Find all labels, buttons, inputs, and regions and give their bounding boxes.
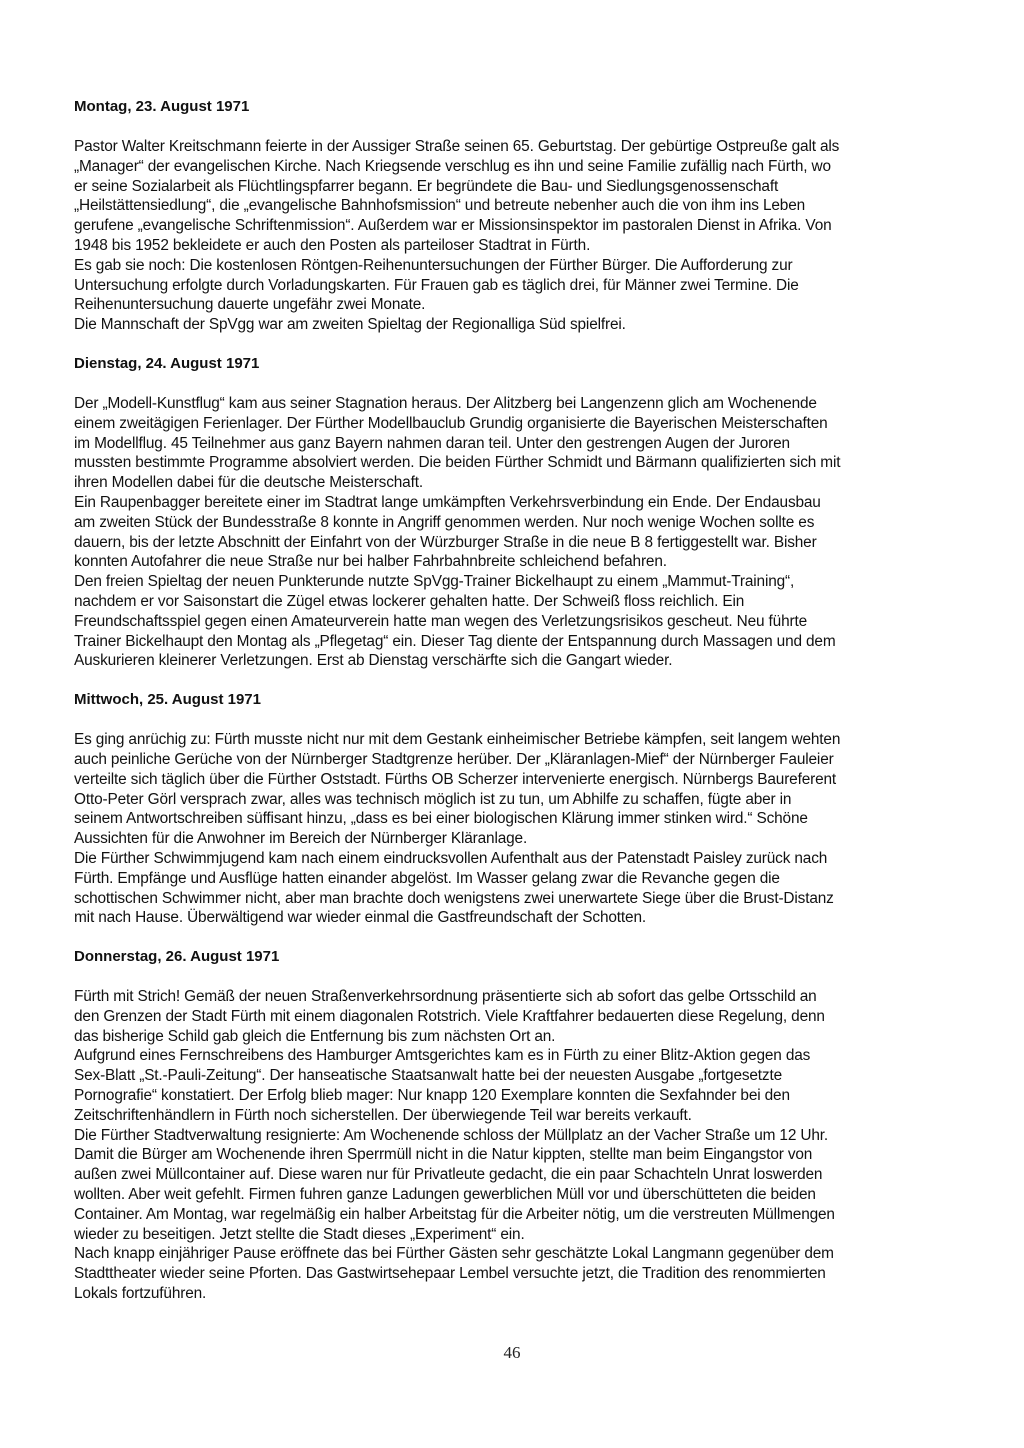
- entry-mittwoch: [74, 690, 974, 928]
- text-line: Es gab sie noch: Die kostenlosen Röntgen-Reihenuntersuchungen der Fürther Bürger. Die Aufforderung zur: [74, 256, 793, 274]
- entry-heading: Montag, 23. August 1971: [74, 98, 250, 115]
- text-line: Aufgrund eines Fernschreibens des Hamburger Amtsgerichtes kam es in Fürth zu einer Blitz-Aktion gegen das: [74, 1047, 811, 1065]
- text-line: am zweiten Stück der Bundesstraße 8 konnte in Angriff genommen werden. Nur noch wenige Wochen sollte es: [74, 513, 815, 531]
- text-line: Pornografie“ konstatiert. Der Erfolg blieb mager: Nur knapp 120 Exemplare konnten die Sexfahnder bei den: [74, 1087, 790, 1105]
- text-line: nachdem er vor Saisonstart die Zügel etwas lockerer gehalten hatte. Der Schweiß floss reichlich. Ein: [74, 592, 745, 610]
- text-line: Zeitschriftenhändlern in Fürth noch sicherstellen. Der überwiegende Teil war bereits verkauft.: [74, 1106, 692, 1124]
- text-line: Freundschaftsspiel gegen einen Amateurverein hatte man wegen des Verletzungsrisikos gescheut. Neu führte: [74, 612, 808, 630]
- text-line: Damit die Bürger am Wochenende ihren Sperrmüll nicht in die Natur kippten, stellte man beim Eingangstor von: [74, 1146, 813, 1164]
- text-line: Container. Am Montag, war regelmäßig ein halber Arbeitstag für die Arbeiter nötig, um die verstreuten Müllmengen: [74, 1205, 835, 1223]
- text-line: einem zweitägigen Ferienlager. Der Fürther Modellbauclub Grundig organisierte die Bayerischen Meisterschaften: [74, 414, 828, 432]
- section-gap: [74, 335, 974, 354]
- text-line: dauern, bis der letzte Abschnitt der Einfahrt von der Würzburger Straße in die neue B 8 fertiggestellt war. Bisher: [74, 533, 817, 551]
- section-gap: [74, 671, 974, 690]
- entry-body: [74, 137, 974, 335]
- text-line: Die Fürther Schwimmjugend kam nach einem eindrucksvollen Aufenthalt aus der Patenstadt Paisley zurück nach: [74, 849, 828, 867]
- page-number: 46: [503, 1343, 521, 1362]
- text-line: Fürth mit Strich! Gemäß der neuen Straßenverkehrsordnung präsentierte sich ab sofort das gelbe Ortsschild an: [74, 988, 817, 1006]
- text-line: Reihenuntersuchung dauerte ungefähr zwei Monate.: [74, 296, 426, 314]
- text-line: Der „Modell-Kunstflug“ kam aus seiner Stagnation heraus. Der Alitzberg bei Langenzenn glich am Wochenende: [74, 394, 817, 412]
- text-line: Die Mannschaft der SpVgg war am zweiten Spieltag der Regionalliga Süd spielfrei.: [74, 316, 626, 334]
- text-line: den Grenzen der Stadt Fürth mit einem diagonalen Rotstrich. Viele Kraftfahrer bedauerten diese Regelung, denn: [74, 1007, 825, 1025]
- text-line: das bisherige Schild gab gleich die Entfernung bis zum nächsten Ort an.: [74, 1027, 556, 1045]
- entry-heading: Dienstag, 24. August 1971: [74, 354, 260, 372]
- entry-body: [74, 394, 974, 671]
- text-line: konnten Autofahrer die neue Straße nur bei halber Fahrbahnbreite schleichend befahren.: [74, 553, 667, 571]
- text-line: ihren Modellen dabei für die deutsche Meisterschaft.: [74, 474, 423, 492]
- text-line: verteilte sich täglich über die Fürther Oststadt. Fürths OB Scherzer intervenierte energisch. Nürnbergs Baureferent: [74, 770, 837, 788]
- text-line: seinem Antwortschreiben süffisant hinzu, „dass es bei einer biologischen Klärung immer stinken wird.“ Schöne: [74, 810, 808, 828]
- text-line: wollten. Aber weit gefehlt. Firmen fuhren ganze Ladungen gewerblichen Müll vor und überschütteten die beiden: [74, 1186, 816, 1204]
- text-line: schottischen Schwimmer nicht, aber man brachte doch wenigstens zwei unerwartete Siege über die Brust-Distanz: [74, 889, 834, 907]
- text-line: 1948 bis 1952 bekleidete er auch den Posten als parteiloser Stadtrat in Fürth.: [74, 236, 591, 254]
- text-line: Otto-Peter Görl versprach zwar, alles was technisch möglich ist zu tun, um Abhilfe zu schaffen, fügte aber in: [74, 790, 792, 808]
- entry-body: [74, 987, 974, 1304]
- section-gap: [74, 928, 974, 947]
- text-line: außen zwei Müllcontainer auf. Diese waren nur für Privatleute gedacht, die ein paar Schachteln Unrat loswerden: [74, 1166, 823, 1184]
- text-line: auch peinliche Gerüche von der Nürnberger Stadtgrenze herüber. Der „Kläranlagen-Mief“ der Nürnberger Fauleier: [74, 750, 834, 768]
- text-line: Trainer Bickelhaupt den Montag als „Pflegetag“ ein. Dieser Tag diente der Entspannung durch Massagen und dem: [74, 632, 836, 650]
- text-line: Ein Raupenbagger bereitete einer im Stadtrat lange umkämpften Verkehrsverbindung ein Ende. Der Endausbau: [74, 493, 821, 511]
- entry-heading: Mittwoch, 25. August 1971: [74, 691, 261, 709]
- text-line: Aussichten für die Anwohner im Bereich der Nürnberger Kläranlage.: [74, 830, 528, 848]
- text-line: im Modellflug. 45 Teilnehmer aus ganz Bayern nahmen daran teil. Unter den gestrengen Augen der Juroren: [74, 434, 790, 452]
- text-line: mit nach Hause. Überwältigend war wieder einmal die Gastfreundschaft der Schotten.: [74, 909, 646, 927]
- text-line: Untersuchung erfolgte durch Vorladungskarten. Für Frauen gab es täglich drei, für Männer zwei Termine. Die: [74, 276, 799, 294]
- entry-dienstag: [74, 354, 974, 671]
- text-line: Sex-Blatt „St.-Pauli-Zeitung“. Der hanseatische Staatsanwalt hatte bei der neuesten Ausgabe „fortgesetzte: [74, 1067, 783, 1085]
- text-line: Lokals fortzuführen.: [74, 1285, 207, 1303]
- text-line: Auskurieren kleinerer Verletzungen. Erst ab Dienstag verschärfte sich die Gangart wieder.: [74, 652, 673, 670]
- entry-body: [74, 730, 974, 928]
- text-line: Nach knapp einjähriger Pause eröffnete das bei Fürther Gästen sehr geschätzte Lokal Langmann gegenüber dem: [74, 1245, 834, 1263]
- text-line: Es ging anrüchig zu: Fürth musste nicht nur mit dem Gestank einheimischer Betriebe kämpfen, seit langem wehten: [74, 731, 841, 749]
- text-line: Den freien Spieltag der neuen Punkterunde nutzte SpVgg-Trainer Bickelhaupt zu einem „Mammut-Training“,: [74, 573, 795, 591]
- text-line: Fürth. Empfänge und Ausflüge hatten einander abgelöst. Im Wasser gelang zwar die Revanche gegen die: [74, 869, 780, 887]
- text-line: Stadttheater wieder seine Pforten. Das Gastwirtsehepaar Lembel versuchte jetzt, die Tradition des renommierten: [74, 1265, 826, 1283]
- document-page: [74, 97, 974, 1304]
- text-line: „Manager“ der evangelischen Kirche. Nach Kriegsende verschlug es ihn und seine Familie zufällig nach Fürth, wo: [74, 157, 831, 175]
- text-line: wieder zu beseitigen. Jetzt stellte die Stadt dieses „Experiment“ ein.: [74, 1225, 525, 1243]
- text-line: er seine Sozialarbeit als Flüchtlingspfarrer begann. Er begründete die Bau- und Siedlungsgenossenschaft: [74, 177, 779, 195]
- entry-donnerstag: [74, 947, 974, 1304]
- text-line: gerufene „evangelische Schriftenmission“. Außerdem war er Missionsinspektor im pastoralen Dienst in Afrika. Von: [74, 217, 832, 235]
- entry-heading: Donnerstag, 26. August 1971: [74, 948, 280, 966]
- text-line: „Heilstättensiedlung“, die „evangelische Bahnhofsmission“ und betreute nebenher auch die von ihm ins Leben: [74, 197, 806, 215]
- text-line: mussten bestimmte Programme absolviert werden. Die beiden Fürther Schmidt und Bärmann qualifizierten sich mit: [74, 454, 841, 472]
- text-line: Pastor Walter Kreitschmann feierte in der Aussiger Straße seinen 65. Geburtstag. Der gebürtige Ostpreuße galt als: [74, 138, 840, 155]
- entry-montag: [74, 97, 974, 335]
- text-line: Die Fürther Stadtverwaltung resignierte: Am Wochenende schloss der Müllplatz an der Vacher Straße um 12 Uhr.: [74, 1126, 828, 1144]
